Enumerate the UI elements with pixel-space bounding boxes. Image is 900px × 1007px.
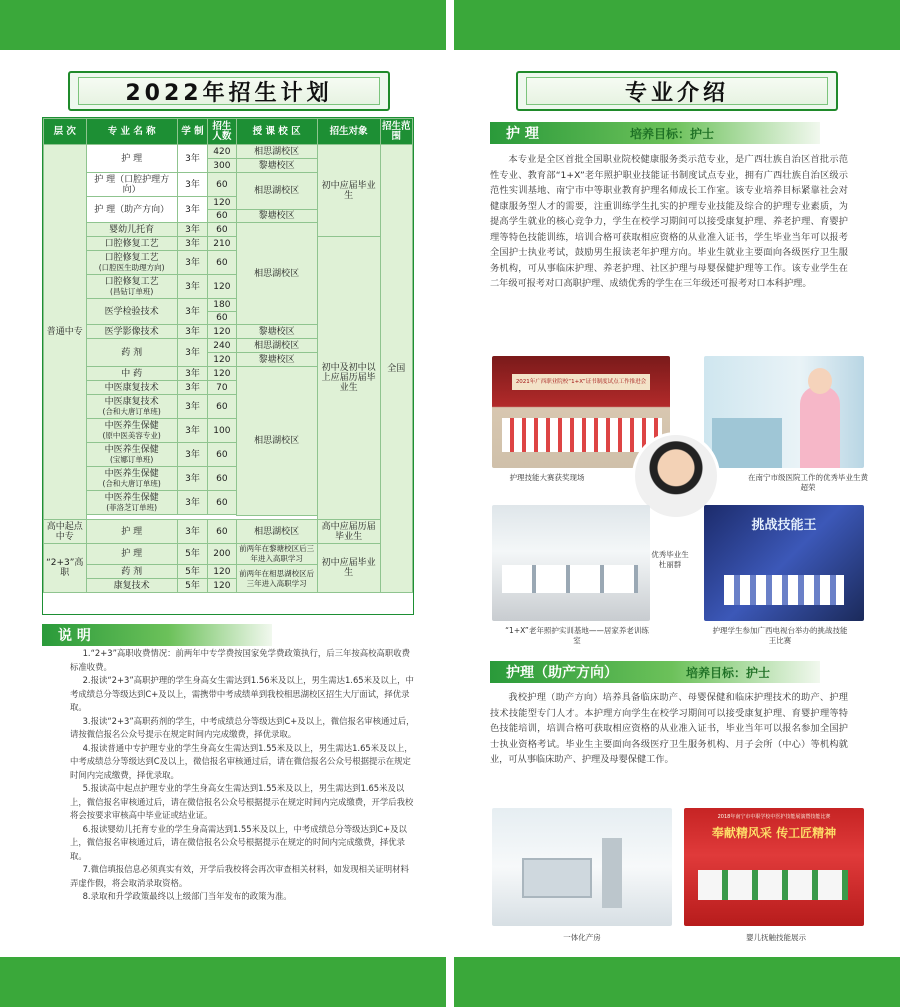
header-campus: 授 课 校 区: [236, 119, 317, 145]
note-item: 6.报读婴幼儿托育专业的学生身高需达到1.55米及以上，中考成绩总分等级达到C+及以上，微信报名审核通过后，请在微信报名公众号根据提示在规定的时间内完成缴费，择优录取。: [70, 823, 407, 861]
years: 3年: [177, 443, 207, 467]
caption-training: “1+X”老年照护实训基地——居家养老训练室: [505, 626, 649, 645]
section-nursing-title: 护 理: [506, 126, 539, 142]
major-jy: 医学检验技术: [86, 299, 177, 325]
target-initial-and-above: 初中及初中以上应届历届毕业生: [317, 237, 380, 520]
quota: 200: [208, 544, 236, 565]
years: 3年: [177, 467, 207, 491]
years: 3年: [177, 381, 207, 395]
notes-title: 说 明: [58, 628, 91, 644]
note-item: 7.微信填报信息必须真实有效，开学后我校将会再次审查相关材料，如发现相关证明材料弄虚作假，将会取消录取资格。: [70, 864, 409, 888]
note-item: 4.报读普通中专护理专业的学生身高女生需达到1.55米及以上，男生需达1.65米及以上，中考成绩总分等级达到C及以上，微信报名审核通过后，请在微信报名公众号根据提示在规定时间内完成缴费，择优录取。: [70, 742, 413, 780]
section-midwifery-title: 护理（助产方向）: [506, 665, 618, 681]
section-midwifery-goal: 培养目标：护士: [686, 665, 771, 680]
major-h1: 护 理: [86, 544, 177, 565]
years: 3年: [177, 299, 207, 325]
quota: 100: [208, 419, 236, 443]
quota: 180: [208, 299, 236, 312]
target-23: 初中应届毕业生: [317, 544, 380, 593]
major-ys1: 中医养生保健 (原中医美容专业): [86, 419, 177, 443]
quota: 60: [208, 223, 236, 237]
major-xf2: 口腔修复工艺 (口腔医生助理方向): [86, 251, 177, 275]
major-yj: 药 剂: [86, 339, 177, 367]
quota: 420: [208, 145, 236, 159]
top-band-right: [454, 0, 900, 50]
campus: 相思湖校区: [236, 145, 317, 159]
section-nursing-goal: 培养目标：护士: [630, 126, 715, 141]
quota: 60: [208, 251, 236, 275]
note-item: 5.报读高中起点护理专业的学生身高女生需达到1.55米及以上，男生需达到1.65米及以上，微信报名审核通过后，请在微信报名公众号根据提示在规定时间内完成缴费，开学后我校将会按要求审核高中毕业证或结业证。: [70, 783, 414, 820]
years: 3年: [177, 367, 207, 381]
campus: 相思湖校区: [236, 173, 317, 210]
campus: 相思湖校区: [236, 223, 317, 325]
quota: 120: [208, 275, 236, 299]
nursing-description: 本专业是全区首批全国职业院校健康服务类示范专业，是广西壮族自治区首批示范性专业、教育部“1+X”老年照护职业技能证书制度试点专业，拥有广西壮族自治区级示范性实训基地、南宁市中等职业教育护理名师成长工作室。该专业培养目标紧靠社会对健康服务型人才的需要，注重训练学生扎实的护理专业技能及综合的护理专业素质，为提高学生就业的核心竞争力，学生在校学习期间可以接受康复护理、养老护理、育婴护理等特色技能训练，培训合格可获取相应资格的从业准入证书，学生毕业当年可以报考全国护士执业考试，鼓励男生报读老年护理方向。毕业生就业主要面向各级医疗卫生服务机构，可从事临床护理、养老护理、社区护理与母婴保健护理等工作。该专业学生在二年级可报考对口高职护理、成绩优秀的学生在三年级还可报考对口本科护理。: [490, 154, 848, 289]
quota: 60: [208, 395, 236, 419]
title-banner-left: [68, 71, 390, 111]
header-scope: 招生范围: [380, 119, 412, 145]
photo-banner-text: 2021年广西职业院校“1+X”证书制度试点工作推进会: [512, 374, 650, 390]
caption-outstanding: 优秀毕业生杜丽群: [651, 550, 689, 569]
years: 3年: [177, 275, 207, 299]
photo-banner2-text: 2018年南宁市中职学校中医护技能展演暨技能比赛: [717, 814, 831, 820]
quota: 60: [208, 210, 236, 223]
header-target: 招生对象: [317, 119, 380, 145]
notes-list: [70, 647, 415, 904]
major-kq: 护 理（口腔护理方向）: [86, 173, 177, 197]
right-panel: [450, 50, 900, 957]
quota: 240: [208, 339, 236, 353]
major-ys3: 中医养生保健 (合和大唐订单班): [86, 467, 177, 491]
major-hl: 护 理: [86, 145, 177, 173]
major-h2: 药 剂: [86, 565, 177, 579]
caption-tv: 护理学生参加广西电视台举办的挑战技能王比赛: [712, 626, 848, 645]
years: 3年: [177, 173, 207, 197]
major-kf1: 中医康复技术: [86, 381, 177, 395]
quota: 60: [208, 443, 236, 467]
campus: 黎塘校区: [236, 159, 317, 173]
years: 3年: [177, 395, 207, 419]
top-band-left: [0, 0, 446, 50]
quota: 60: [208, 173, 236, 197]
photo-red-text: 奉献精风采 传工匠精神: [711, 826, 837, 840]
campus: 黎塘校区: [236, 325, 317, 339]
quota: 70: [208, 381, 236, 395]
enrollment-table: [42, 117, 414, 615]
campus: 相思湖校区: [236, 339, 317, 353]
years: 3年: [177, 197, 207, 223]
years: 5年: [177, 579, 207, 593]
section-nursing-bar: [490, 122, 820, 144]
quota: 210: [208, 237, 236, 251]
caption-delivery-room: 一体化产房: [563, 933, 601, 942]
years: 5年: [177, 565, 207, 579]
note-item: 8.录取和升学政策最终以上级部门当年发布的政策为准。: [82, 891, 292, 901]
campus: 前两年在相思湖校区后三年进入高职学习: [236, 565, 317, 593]
caption-award: 护理技能大赛获奖现场: [509, 473, 585, 482]
quota: 120: [208, 565, 236, 579]
caption-infant-massage: 婴儿抚触技能展示: [746, 933, 806, 942]
years: 3年: [177, 145, 207, 173]
header-major: 专 业 名 称: [86, 119, 177, 145]
years: 3年: [177, 223, 207, 237]
campus: 黎塘校区: [236, 210, 317, 223]
years: 3年: [177, 237, 207, 251]
major-kf2: 中医康复技术 (合和大唐订单班): [86, 395, 177, 419]
photo-training-room: [492, 505, 650, 621]
photo-delivery-room: [492, 808, 672, 926]
notes-title-bar: [42, 624, 272, 646]
scope-national: 全国: [380, 145, 412, 593]
major-xf1: 口腔修复工艺: [86, 237, 177, 251]
left-panel: [0, 50, 450, 957]
title-banner-right: [516, 71, 838, 111]
years: 3年: [177, 419, 207, 443]
enrollment-plan-title: 2022年招生计划: [78, 77, 380, 105]
quota: 300: [208, 159, 236, 173]
years: 3年: [177, 251, 207, 275]
bottom-band-right: [454, 957, 900, 1007]
major-xf3: 口腔修复工艺 (昌钻订单班): [86, 275, 177, 299]
bottom-band-left: [0, 957, 446, 1007]
years: 3年: [177, 520, 207, 544]
major-ye: 婴幼儿托育: [86, 223, 177, 237]
header-quota: 招生人数: [208, 119, 236, 145]
major-h3: 康复技术: [86, 579, 177, 593]
header-years: 学 制: [177, 119, 207, 145]
note-item: 2.报读“2+3”高职护理的学生身高女生需达到1.56米及以上，男生需达1.65米及以上，中考成绩总分等级达到C+及以上，需携带中考成绩单到我校相思湖校区招生大厅面试，择优录取。: [70, 675, 414, 712]
section-midwifery-bar: [490, 661, 820, 683]
major-ys2: 中医养生保健 (宝娜订单班): [86, 443, 177, 467]
caption-graduate: 在南宁市级医院工作的优秀毕业生黄超荣: [748, 473, 868, 492]
years: 3年: [177, 491, 207, 515]
major-intro-title: 专业介绍: [526, 77, 828, 105]
level-putong: 普通中专: [44, 145, 87, 520]
photo-graduate-nurse: [704, 356, 864, 468]
photo-infant-massage: [684, 808, 864, 926]
target-senior: 高中应届历届毕业生: [317, 520, 380, 544]
quota: 60: [208, 520, 236, 544]
photo-tv-text: 挑战技能王: [751, 518, 817, 533]
target-initial: 初中应届毕业生: [317, 145, 380, 237]
campus: 黎塘校区: [236, 353, 317, 367]
major-gz: 护 理: [86, 520, 177, 544]
major-zc: 护 理（助产方向）: [86, 197, 177, 223]
years: 3年: [177, 339, 207, 367]
major-yx: 医学影像技术: [86, 325, 177, 339]
note-item: 3.报读“2+3”高职药剂的学生，中考成绩总分等级达到C+及以上，微信报名审核通过后，请按微信报名公众号提示在规定时间内完成缴费，择优录取。: [70, 715, 415, 739]
quota: 60: [208, 312, 236, 325]
quota: 120: [208, 197, 236, 210]
years: 3年: [177, 325, 207, 339]
quota: 60: [208, 491, 236, 515]
level-23: “2+3”高职: [44, 544, 87, 593]
campus: 前两年在黎塘校区后三年进入高职学习: [236, 544, 317, 565]
years: 5年: [177, 544, 207, 565]
quota: 60: [208, 467, 236, 491]
major-ys4: 中医养生保健 (菲洛芝订单班): [86, 491, 177, 515]
note-item: 1.“2+3”高职收费情况：前两年中专学费按国家免学费政策执行，后三年按高校高职收费标准收费。: [70, 648, 411, 672]
quota: 120: [208, 367, 236, 381]
quota: 120: [208, 325, 236, 339]
quota: 120: [208, 353, 236, 367]
photo-tv-competition: [704, 505, 864, 621]
campus: 相思湖校区: [236, 367, 317, 516]
major-zy: 中 药: [86, 367, 177, 381]
level-gaozhong: 高中起点中专: [44, 520, 87, 544]
campus: 相思湖校区: [236, 520, 317, 544]
quota: 120: [208, 579, 236, 593]
header-level: 层 次: [44, 119, 87, 145]
midwifery-description: 我校护理（助产方向）培养具备临床助产、母婴保健和临床护理技术的助产、护理技术技能型专门人才。本护理方向学生在校学习期间可以接受康复护理、育婴护理等特色技能培训，培训合格可获取相应资格的从业准入证书，毕业当年可以报名参加全国护士执业资格考试。毕业生主要面向各级医疗卫生服务机构、月子会所（中心）等机构就业，可从事临床助产、护理及母婴保健工作。: [490, 692, 848, 765]
